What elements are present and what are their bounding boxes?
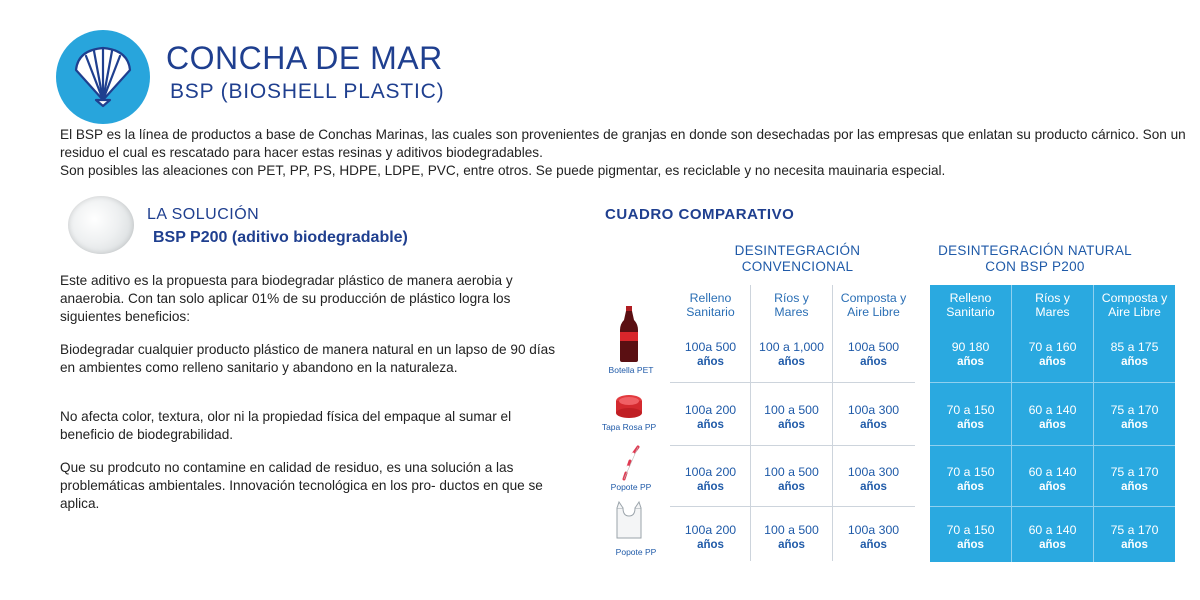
product-label: Tapa Rosa PP xyxy=(601,422,657,432)
cell-value: 90 180 xyxy=(951,340,990,354)
cell-value: 100a 200 xyxy=(684,403,737,417)
cell-unit: años xyxy=(957,481,984,493)
table-cell xyxy=(1094,340,1175,370)
table-cell xyxy=(751,523,832,553)
table-cell xyxy=(833,523,914,553)
product-label: Popote PP xyxy=(615,547,657,557)
cell-unit: años xyxy=(1121,419,1148,431)
heading-line: DESINTEGRACIÓN NATURAL xyxy=(938,243,1132,258)
cell-unit: años xyxy=(778,419,805,431)
table-cell xyxy=(1012,523,1093,553)
cell-value: 70 a 150 xyxy=(946,465,995,479)
column-header-line: Mares xyxy=(774,305,809,319)
bottle-cap-icon xyxy=(614,393,644,424)
column-header-line: Relleno xyxy=(949,291,992,305)
table-cell xyxy=(930,403,1011,433)
cell-value: 75 a 170 xyxy=(1110,403,1159,417)
table-cell xyxy=(670,465,751,495)
seashell-logo xyxy=(56,30,150,124)
cell-unit: años xyxy=(957,419,984,431)
column-header xyxy=(930,291,1011,319)
solution-paragraph: Que su prodcuto no contamine en calidad de residuo, es una solución a las problemáticas ambientales. Innovación tecnológica en los pro- ductos en que se aplica. xyxy=(60,460,543,511)
cell-value: 100a 200 xyxy=(684,523,737,537)
solution-paragraph: No afecta color, textura, olor ni la propiedad física del empaque al sumar el beneficio de biodegrabilidad. xyxy=(60,409,512,442)
table-cell xyxy=(1094,403,1175,433)
cell-value: 70 a 160 xyxy=(1028,340,1077,354)
table-cell xyxy=(833,403,914,433)
grid-line xyxy=(930,382,1175,383)
column-header-line: Ríos y xyxy=(1035,291,1070,305)
cell-value: 100 a 1,000 xyxy=(759,340,824,354)
cell-unit: años xyxy=(1039,539,1066,551)
column-header-line: Sanitario xyxy=(686,305,735,319)
cell-value: 60 a 140 xyxy=(1028,403,1077,417)
heading-line: CON BSP P200 xyxy=(985,259,1085,274)
column-header xyxy=(1012,291,1093,319)
column-header xyxy=(1094,291,1175,319)
cell-unit: años xyxy=(1039,419,1066,431)
cell-value: 100a 200 xyxy=(684,465,737,479)
table-cell xyxy=(1094,465,1175,495)
cell-unit: años xyxy=(860,481,887,493)
grid-line xyxy=(670,445,915,446)
table-cell xyxy=(1012,340,1093,370)
column-header-line: Relleno xyxy=(689,291,732,305)
cell-unit: años xyxy=(1039,356,1066,368)
solution-label: LA SOLUCIÓN xyxy=(147,206,260,223)
column-header-line: Aire Libre xyxy=(847,305,900,319)
table-cell xyxy=(833,465,914,495)
cell-unit: años xyxy=(697,481,724,493)
solution-product-name: BSP P200 (aditivo biodegradable) xyxy=(153,229,408,246)
cell-value: 70 a 150 xyxy=(946,523,995,537)
plastic-bag-icon xyxy=(614,500,644,545)
intro-line-1: El BSP es la línea de productos a base de Conchas Marinas, las cuales son provenientes de granjas en donde son desechadas por las empresas que enlatan su producto cárnico. Son un residuo el cual es rescatado para hacer estas resinas y aditivos biodegradables. xyxy=(60,127,1186,160)
column-header-line: Composta y xyxy=(840,291,907,305)
cell-unit: años xyxy=(957,356,984,368)
cell-value: 100 a 500 xyxy=(764,523,819,537)
cell-value: 100 a 500 xyxy=(764,403,819,417)
cell-unit: años xyxy=(860,419,887,431)
cell-value: 100a 300 xyxy=(847,465,900,479)
page-subtitle: BSP (BIOSHELL PLASTIC) xyxy=(170,80,445,103)
cell-unit: años xyxy=(957,539,984,551)
column-header-line: Composta y xyxy=(1101,291,1168,305)
product-label: Botella PET xyxy=(608,365,654,375)
natural-heading xyxy=(925,243,1145,275)
table-cell xyxy=(751,340,832,370)
table-cell xyxy=(930,523,1011,553)
column-header-line: Ríos y xyxy=(774,291,809,305)
table-cell xyxy=(1012,465,1093,495)
table-cell xyxy=(670,340,751,370)
cell-value: 100a 300 xyxy=(847,403,900,417)
cell-value: 100a 500 xyxy=(847,340,900,354)
cell-value: 70 a 150 xyxy=(946,403,995,417)
table-cell xyxy=(833,340,914,370)
cell-unit: años xyxy=(778,481,805,493)
seashell-icon xyxy=(56,30,150,124)
cell-unit: años xyxy=(860,539,887,551)
solution-paragraph: Este aditivo es la propuesta para biodegradar plástico de manera aerobia y anaerobia. Con tan solo aplicar 01% de su producción de plástico logra los siguientes beneficios: xyxy=(60,273,513,324)
table-cell xyxy=(751,465,832,495)
cell-unit: años xyxy=(778,356,805,368)
cell-unit: años xyxy=(697,539,724,551)
column-header-line: Sanitario xyxy=(946,305,995,319)
cell-unit: años xyxy=(778,539,805,551)
natural-table xyxy=(930,285,1175,562)
cell-unit: años xyxy=(1121,481,1148,493)
table-cell xyxy=(670,403,751,433)
intro-text xyxy=(60,126,1195,180)
cell-value: 60 a 140 xyxy=(1028,465,1077,479)
cell-value: 100a 500 xyxy=(684,340,737,354)
solution-paragraph: Biodegradar cualquier producto plástico de manera natural en un lapso de 90 días en ambientes como relleno sanitario y abandono en la naturaleza. xyxy=(60,342,555,375)
straw-icon xyxy=(620,445,642,486)
cell-unit: años xyxy=(860,356,887,368)
cell-unit: años xyxy=(697,356,724,368)
product-label: Popote PP xyxy=(610,482,652,492)
page-title: CONCHA DE MAR xyxy=(166,40,443,76)
table-cell xyxy=(1012,403,1093,433)
cell-unit: años xyxy=(697,419,724,431)
cell-unit: años xyxy=(1121,539,1148,551)
comparison-title: CUADRO COMPARATIVO xyxy=(605,206,795,223)
bioshell-pellets-icon xyxy=(68,196,134,254)
column-header xyxy=(670,291,751,319)
cell-value: 100a 300 xyxy=(847,523,900,537)
table-cell xyxy=(670,523,751,553)
cell-unit: años xyxy=(1039,481,1066,493)
intro-line-2: Son posibles las aleaciones con PET, PP, PS, HDPE, LDPE, PVC, entre otros. Se puede pigmentar, es reciclable y no necesita mauinaria especial. xyxy=(60,163,946,178)
conventional-heading xyxy=(680,243,915,275)
grid-line xyxy=(670,506,915,507)
cell-value: 75 a 170 xyxy=(1110,465,1159,479)
table-cell xyxy=(751,403,832,433)
column-header-line: Aire Libre xyxy=(1108,305,1161,319)
column-header xyxy=(833,291,914,319)
cell-unit: años xyxy=(1121,356,1148,368)
conventional-table xyxy=(670,285,915,561)
grid-line xyxy=(930,445,1175,446)
column-header-line: Mares xyxy=(1035,305,1070,319)
column-header xyxy=(751,291,832,319)
cell-value: 60 a 140 xyxy=(1028,523,1077,537)
heading-line: CONVENCIONAL xyxy=(741,259,854,274)
heading-line: DESINTEGRACIÓN xyxy=(734,243,861,258)
table-cell xyxy=(930,465,1011,495)
cell-value: 75 a 170 xyxy=(1110,523,1159,537)
pet-bottle-icon xyxy=(618,306,640,367)
cell-value: 85 a 175 xyxy=(1110,340,1159,354)
table-cell xyxy=(1094,523,1175,553)
cell-value: 100 a 500 xyxy=(764,465,819,479)
grid-line xyxy=(930,506,1175,507)
table-cell xyxy=(930,340,1011,370)
grid-line xyxy=(670,382,915,383)
